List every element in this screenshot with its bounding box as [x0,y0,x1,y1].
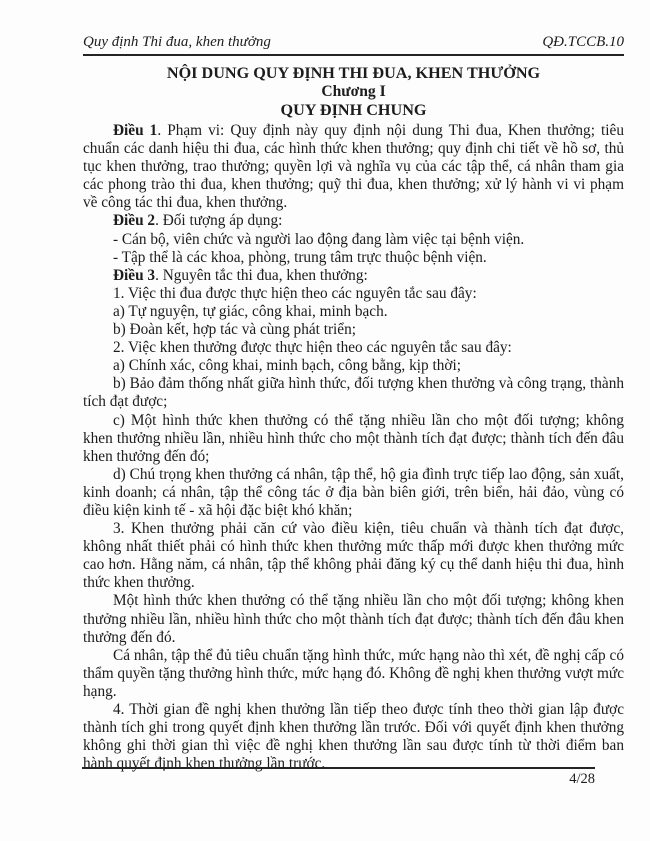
paragraph-item [83,701,624,773]
paragraph-dieu-3 [83,267,624,285]
chapter-heading: Chương I [321,83,386,100]
paragraph-lead: Điều 3 [113,266,156,284]
paragraph-text: b) Bảo đảm thống nhất giữa hình thức, đối tượng khen thưởng và công trạng, thành tích đạt được; [83,375,624,411]
paragraph-item [83,285,624,303]
paragraph-item [83,412,624,466]
paragraph-text: Cá nhân, tập thể đủ tiêu chuẩn tặng hình thức, mức hạng nào thì xét, đề nghị cấp có thẩm quyền tặng thưởng hình thức, mức hạng đó. Không đề nghị khen thưởng vượt mức hạng. [83,646,624,700]
document-body [83,122,624,773]
header-document-name: Quy định Thi đua, khen thưởng [83,34,271,50]
paragraph-text: 3. Khen thưởng phải căn cứ vào điều kiện, tiêu chuẩn và thành tích đạt được, không nhất thiết phải có hình thức khen thưởng mức thấp mới được khen thưởng mức cao hơn. Hằng năm, cá nhân, tập thể không phải đăng ký cụ thể danh hiệu thi đua, hình thức khen thưởng. [83,520,624,592]
paragraph-text: 2. Việc khen thưởng được thực hiện theo các nguyên tắc sau đây: [113,339,512,357]
page-footer [82,767,595,788]
paragraph-text: . Nguyên tắc thi đua, khen thưởng: [155,266,368,284]
paragraph-item [83,357,624,375]
page-content [83,0,624,773]
paragraph-item [83,592,624,646]
chapter-title-heading: QUY ĐỊNH CHUNG [280,101,427,119]
paragraph-text: 1. Việc thi đua được thực hiện theo các nguyên tắc sau đây: [113,284,477,302]
paragraph-text: a) Tự nguyện, tự giác, công khai, minh bạch. [113,302,388,320]
paragraph-text: a) Chính xác, công khai, minh bạch, công bằng, kịp thời; [113,357,461,375]
footer-rule [82,767,595,769]
page-number: 4/28 [569,771,595,787]
paragraph-text: b) Đoàn kết, hợp tác và cùng phát triển; [113,321,356,339]
paragraph-item [83,321,624,339]
paragraph-lead: Điều 2 [113,212,156,230]
paragraph-item [83,303,624,321]
paragraph-text: c) Một hình thức khen thưởng có thể tặng nhiều lần cho một đối tượng; không khen thưởng nhiều lần, nhiều hình thức cho một thành tích đạt được; thành tích đến đâu khen thưởng đến đó; [83,411,624,465]
paragraph-item [83,339,624,357]
header-rule [83,54,624,56]
paragraph-text: - Cán bộ, viên chức và người lao động đang làm việc tại bệnh viện. [113,230,525,248]
paragraph-dieu-2 [83,212,624,230]
paragraph-lead: Điều 1 [113,122,158,139]
paragraph-item [83,466,624,520]
paragraph-dieu-1 [83,122,624,212]
paragraph-text: d) Chú trọng khen thưởng cá nhân, tập thể, hộ gia đình trực tiếp lao động, sản xuất, kinh doanh; cá nhân, tập thể công tác ở địa bàn biên giới, trên biển, hải đảo, vùng có điều kiện kinh tế - xã hội đặc biệt khó khăn; [83,465,624,519]
paragraph-item [83,520,624,592]
paragraph-item [83,375,624,411]
paragraph-text: 4. Thời gian đề nghị khen thưởng lần tiếp theo được tính theo thời gian lập được thành tích ghi trong quyết định khen thưởng lần trước. Đối với quyết định khen thưởng không ghi thời gian thì việc đề nghị khen thưởng lần sau được tính từ thời điểm ban hành quyết định khen thưởng lần trước. [83,701,624,773]
paragraph-item [83,231,624,249]
document-title: NỘI DUNG QUY ĐỊNH THI ĐUA, KHEN THƯỞNG [166,64,541,82]
page-header [83,0,624,51]
paragraph-text: . Phạm vi: Quy định này quy định nội dung Thi đua, Khen thưởng; tiêu chuẩn các danh hiệu thi đua, các hình thức khen thưởng; quy định chi tiết về hồ sơ, thủ tục khen thưởng, trao thưởng; quyền lợi và nghĩa vụ của các tập thể, cá nhân tham gia các phong trào thi đua, khen thưởng; quỹ thi đua, khen thưởng; xử lý hành vi vi phạm về công tác thi đua, khen thưởng. [83,122,624,212]
paragraph-text: . Đối tượng áp dụng: [155,212,283,230]
paragraph-item [83,647,624,701]
paragraph-text: - Tập thể là các khoa, phòng, trung tâm trực thuộc bệnh viện. [113,248,487,266]
paragraph-text: Một hình thức khen thưởng có thể tặng nhiều lần cho một đối tượng; không khen thưởng nhiều lần, nhiều hình thức cho một thành tích đạt được; thành tích đến đâu khen thưởng đến đó. [83,592,624,646]
paragraph-item [83,249,624,267]
header-document-code: QĐ.TCCB.10 [542,34,624,50]
